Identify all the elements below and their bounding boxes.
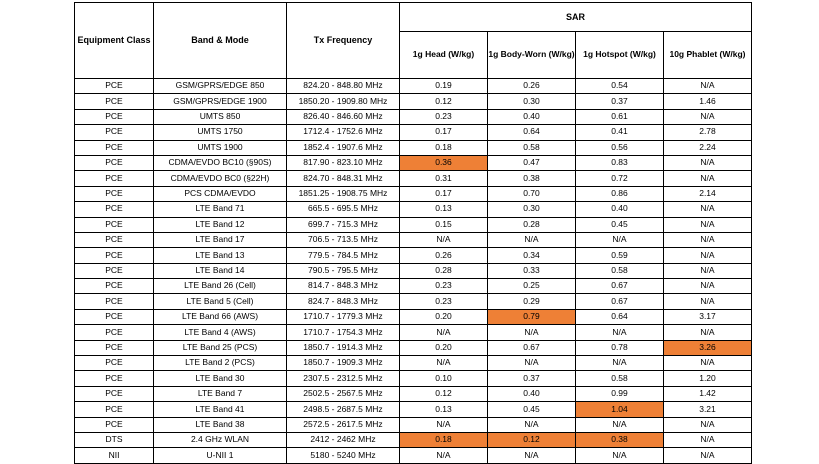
cell-10g-phablet: N/A	[664, 263, 752, 278]
cell-band-mode: CDMA/EVDO BC0 (§22H)	[154, 171, 287, 186]
cell-tx-frequency: 824.70 - 848.31 MHz	[287, 171, 400, 186]
cell-equipment-class: PCE	[75, 340, 154, 355]
cell-equipment-class: PCE	[75, 309, 154, 324]
cell-1g-body-worn: 0.70	[488, 186, 576, 201]
cell-equipment-class: PCE	[75, 109, 154, 124]
cell-1g-hotspot: N/A	[576, 448, 664, 463]
cell-1g-head: N/A	[400, 417, 488, 432]
cell-tx-frequency: 814.7 - 848.3 MHz	[287, 279, 400, 294]
table-row	[75, 125, 752, 140]
cell-1g-body-worn: 0.26	[488, 79, 576, 94]
cell-1g-head: 0.15	[400, 217, 488, 232]
table-row	[75, 402, 752, 417]
cell-1g-hotspot: 0.59	[576, 248, 664, 263]
table-head	[75, 3, 752, 79]
cell-1g-body-worn: 0.34	[488, 248, 576, 263]
cell-1g-hotspot: 0.99	[576, 386, 664, 401]
cell-1g-body-worn: 0.30	[488, 202, 576, 217]
cell-tx-frequency: 2498.5 - 2687.5 MHz	[287, 402, 400, 417]
cell-1g-hotspot: N/A	[576, 325, 664, 340]
table-row	[75, 417, 752, 432]
cell-band-mode: LTE Band 14	[154, 263, 287, 278]
table-row	[75, 371, 752, 386]
table-row	[75, 309, 752, 324]
cell-band-mode: LTE Band 30	[154, 371, 287, 386]
cell-10g-phablet: N/A	[664, 79, 752, 94]
cell-10g-phablet: 1.20	[664, 371, 752, 386]
cell-tx-frequency: 2307.5 - 2312.5 MHz	[287, 371, 400, 386]
cell-1g-hotspot: 0.40	[576, 202, 664, 217]
cell-1g-hotspot: 0.83	[576, 155, 664, 170]
sar-results-table	[74, 2, 752, 464]
table-row	[75, 432, 752, 447]
cell-10g-phablet: 3.26	[664, 340, 752, 355]
cell-10g-phablet: N/A	[664, 248, 752, 263]
cell-equipment-class: PCE	[75, 171, 154, 186]
cell-1g-body-worn: N/A	[488, 232, 576, 247]
cell-tx-frequency: 817.90 - 823.10 MHz	[287, 155, 400, 170]
table-row	[75, 248, 752, 263]
cell-1g-body-worn: N/A	[488, 325, 576, 340]
cell-band-mode: LTE Band 71	[154, 202, 287, 217]
cell-10g-phablet: N/A	[664, 294, 752, 309]
column-header-equipment-class: Equipment Class	[75, 3, 154, 79]
cell-1g-body-worn: 0.45	[488, 402, 576, 417]
cell-band-mode: GSM/GPRS/EDGE 850	[154, 79, 287, 94]
cell-1g-hotspot: N/A	[576, 417, 664, 432]
cell-band-mode: UMTS 1900	[154, 140, 287, 155]
cell-1g-hotspot: 0.86	[576, 186, 664, 201]
cell-1g-body-worn: 0.67	[488, 340, 576, 355]
cell-equipment-class: PCE	[75, 125, 154, 140]
cell-1g-body-worn: 0.40	[488, 109, 576, 124]
cell-equipment-class: PCE	[75, 202, 154, 217]
cell-tx-frequency: 1712.4 - 1752.6 MHz	[287, 125, 400, 140]
cell-1g-hotspot: N/A	[576, 232, 664, 247]
cell-equipment-class: PCE	[75, 140, 154, 155]
table-row	[75, 232, 752, 247]
table-row	[75, 155, 752, 170]
cell-band-mode: 2.4 GHz WLAN	[154, 432, 287, 447]
cell-equipment-class: PCE	[75, 417, 154, 432]
cell-1g-body-worn: 0.37	[488, 371, 576, 386]
cell-1g-head: 0.23	[400, 279, 488, 294]
cell-1g-hotspot: 0.67	[576, 294, 664, 309]
cell-1g-body-worn: 0.30	[488, 94, 576, 109]
cell-1g-hotspot: 0.64	[576, 309, 664, 324]
table-row	[75, 386, 752, 401]
cell-1g-hotspot: N/A	[576, 356, 664, 371]
cell-band-mode: LTE Band 17	[154, 232, 287, 247]
cell-1g-body-worn: N/A	[488, 417, 576, 432]
cell-equipment-class: PCE	[75, 155, 154, 170]
cell-10g-phablet: N/A	[664, 279, 752, 294]
cell-equipment-class: PCE	[75, 79, 154, 94]
cell-band-mode: LTE Band 7	[154, 386, 287, 401]
table-row	[75, 79, 752, 94]
cell-1g-hotspot: 0.37	[576, 94, 664, 109]
cell-tx-frequency: 790.5 - 795.5 MHz	[287, 263, 400, 278]
cell-1g-head: 0.17	[400, 125, 488, 140]
cell-1g-head: 0.12	[400, 386, 488, 401]
cell-1g-head: 0.13	[400, 402, 488, 417]
cell-1g-head: N/A	[400, 356, 488, 371]
cell-tx-frequency: 824.7 - 848.3 MHz	[287, 294, 400, 309]
cell-tx-frequency: 1850.20 - 1909.80 MHz	[287, 94, 400, 109]
cell-tx-frequency: 706.5 - 713.5 MHz	[287, 232, 400, 247]
cell-band-mode: LTE Band 12	[154, 217, 287, 232]
cell-equipment-class: PCE	[75, 325, 154, 340]
cell-equipment-class: PCE	[75, 279, 154, 294]
cell-1g-hotspot: 0.67	[576, 279, 664, 294]
cell-1g-body-worn: 0.25	[488, 279, 576, 294]
cell-band-mode: LTE Band 4 (AWS)	[154, 325, 287, 340]
cell-equipment-class: PCE	[75, 248, 154, 263]
cell-equipment-class: PCE	[75, 371, 154, 386]
cell-1g-body-worn: 0.47	[488, 155, 576, 170]
cell-1g-body-worn: 0.38	[488, 171, 576, 186]
cell-tx-frequency: 824.20 - 848.80 MHz	[287, 79, 400, 94]
cell-equipment-class: PCE	[75, 94, 154, 109]
table-row	[75, 340, 752, 355]
cell-1g-head: 0.31	[400, 171, 488, 186]
cell-equipment-class: PCE	[75, 294, 154, 309]
cell-equipment-class: PCE	[75, 356, 154, 371]
cell-tx-frequency: 699.7 - 715.3 MHz	[287, 217, 400, 232]
cell-band-mode: LTE Band 2 (PCS)	[154, 356, 287, 371]
column-header-tx-frequency: Tx Frequency	[287, 3, 400, 79]
cell-1g-body-worn: 0.29	[488, 294, 576, 309]
cell-10g-phablet: 2.14	[664, 186, 752, 201]
table-row	[75, 263, 752, 278]
cell-tx-frequency: 2412 - 2462 MHz	[287, 432, 400, 447]
table-row	[75, 94, 752, 109]
cell-10g-phablet: 2.78	[664, 125, 752, 140]
cell-1g-body-worn: 0.12	[488, 432, 576, 447]
cell-10g-phablet: 1.46	[664, 94, 752, 109]
cell-1g-body-worn: 0.64	[488, 125, 576, 140]
cell-1g-head: 0.18	[400, 140, 488, 155]
cell-1g-hotspot: 0.38	[576, 432, 664, 447]
cell-10g-phablet: N/A	[664, 109, 752, 124]
cell-10g-phablet: N/A	[664, 217, 752, 232]
cell-band-mode: UMTS 850	[154, 109, 287, 124]
cell-band-mode: GSM/GPRS/EDGE 1900	[154, 94, 287, 109]
cell-tx-frequency: 2572.5 - 2617.5 MHz	[287, 417, 400, 432]
column-header-band-mode: Band & Mode	[154, 3, 287, 79]
column-header-sar-group: SAR	[400, 3, 752, 32]
cell-10g-phablet: 2.24	[664, 140, 752, 155]
cell-equipment-class: PCE	[75, 232, 154, 247]
cell-1g-hotspot: 0.56	[576, 140, 664, 155]
cell-10g-phablet: N/A	[664, 171, 752, 186]
table-row	[75, 140, 752, 155]
cell-1g-head: 0.20	[400, 309, 488, 324]
table-row	[75, 202, 752, 217]
cell-10g-phablet: N/A	[664, 325, 752, 340]
cell-1g-head: N/A	[400, 232, 488, 247]
cell-equipment-class: NII	[75, 448, 154, 463]
cell-10g-phablet: N/A	[664, 356, 752, 371]
cell-tx-frequency: 2502.5 - 2567.5 MHz	[287, 386, 400, 401]
table-row	[75, 356, 752, 371]
cell-tx-frequency: 1852.4 - 1907.6 MHz	[287, 140, 400, 155]
cell-tx-frequency: 5180 - 5240 MHz	[287, 448, 400, 463]
cell-1g-body-worn: N/A	[488, 448, 576, 463]
cell-1g-head: 0.10	[400, 371, 488, 386]
table-row	[75, 294, 752, 309]
table-row	[75, 325, 752, 340]
cell-band-mode: LTE Band 66 (AWS)	[154, 309, 287, 324]
cell-1g-head: N/A	[400, 448, 488, 463]
table-row	[75, 448, 752, 463]
cell-tx-frequency: 1710.7 - 1779.3 MHz	[287, 309, 400, 324]
cell-1g-hotspot: 0.58	[576, 371, 664, 386]
column-header-10g-phablet: 10g Phablet (W/kg)	[664, 32, 752, 79]
cell-1g-body-worn: 0.58	[488, 140, 576, 155]
cell-1g-hotspot: 1.04	[576, 402, 664, 417]
cell-band-mode: LTE Band 5 (Cell)	[154, 294, 287, 309]
cell-1g-head: N/A	[400, 325, 488, 340]
cell-equipment-class: PCE	[75, 263, 154, 278]
cell-tx-frequency: 826.40 - 846.60 MHz	[287, 109, 400, 124]
cell-equipment-class: PCE	[75, 186, 154, 201]
cell-1g-hotspot: 0.72	[576, 171, 664, 186]
header-row-top	[75, 3, 752, 32]
cell-1g-hotspot: 0.58	[576, 263, 664, 278]
cell-1g-head: 0.17	[400, 186, 488, 201]
table-row	[75, 171, 752, 186]
cell-10g-phablet: N/A	[664, 448, 752, 463]
cell-tx-frequency: 1710.7 - 1754.3 MHz	[287, 325, 400, 340]
cell-1g-head: 0.12	[400, 94, 488, 109]
cell-equipment-class: PCE	[75, 386, 154, 401]
cell-1g-head: 0.20	[400, 340, 488, 355]
cell-10g-phablet: 3.21	[664, 402, 752, 417]
cell-10g-phablet: N/A	[664, 432, 752, 447]
cell-tx-frequency: 779.5 - 784.5 MHz	[287, 248, 400, 263]
table-row	[75, 186, 752, 201]
cell-10g-phablet: N/A	[664, 155, 752, 170]
cell-band-mode: PCS CDMA/EVDO	[154, 186, 287, 201]
cell-1g-head: 0.36	[400, 155, 488, 170]
cell-tx-frequency: 1850.7 - 1909.3 MHz	[287, 356, 400, 371]
cell-1g-body-worn: 0.79	[488, 309, 576, 324]
cell-10g-phablet: N/A	[664, 417, 752, 432]
column-header-1g-hotspot: 1g Hotspot (W/kg)	[576, 32, 664, 79]
cell-1g-body-worn: 0.40	[488, 386, 576, 401]
cell-1g-head: 0.23	[400, 294, 488, 309]
column-header-1g-body-worn: 1g Body-Worn (W/kg)	[488, 32, 576, 79]
cell-10g-phablet: N/A	[664, 202, 752, 217]
table-body	[75, 79, 752, 464]
cell-equipment-class: DTS	[75, 432, 154, 447]
cell-band-mode: U-NII 1	[154, 448, 287, 463]
cell-band-mode: CDMA/EVDO BC10 (§90S)	[154, 155, 287, 170]
cell-band-mode: LTE Band 25 (PCS)	[154, 340, 287, 355]
table-row	[75, 217, 752, 232]
cell-tx-frequency: 1850.7 - 1914.3 MHz	[287, 340, 400, 355]
cell-tx-frequency: 665.5 - 695.5 MHz	[287, 202, 400, 217]
cell-1g-hotspot: 0.41	[576, 125, 664, 140]
cell-1g-head: 0.26	[400, 248, 488, 263]
column-header-1g-head: 1g Head (W/kg)	[400, 32, 488, 79]
cell-1g-head: 0.23	[400, 109, 488, 124]
cell-1g-head: 0.28	[400, 263, 488, 278]
cell-1g-head: 0.18	[400, 432, 488, 447]
table-row	[75, 279, 752, 294]
cell-1g-body-worn: 0.28	[488, 217, 576, 232]
cell-1g-hotspot: 0.54	[576, 79, 664, 94]
cell-10g-phablet: 3.17	[664, 309, 752, 324]
table-row	[75, 109, 752, 124]
cell-10g-phablet: N/A	[664, 232, 752, 247]
cell-band-mode: LTE Band 41	[154, 402, 287, 417]
cell-1g-hotspot: 0.61	[576, 109, 664, 124]
cell-band-mode: LTE Band 26 (Cell)	[154, 279, 287, 294]
cell-equipment-class: PCE	[75, 402, 154, 417]
cell-band-mode: UMTS 1750	[154, 125, 287, 140]
cell-1g-body-worn: 0.33	[488, 263, 576, 278]
cell-1g-hotspot: 0.45	[576, 217, 664, 232]
cell-1g-hotspot: 0.78	[576, 340, 664, 355]
cell-band-mode: LTE Band 13	[154, 248, 287, 263]
cell-equipment-class: PCE	[75, 217, 154, 232]
cell-10g-phablet: 1.42	[664, 386, 752, 401]
cell-1g-head: 0.19	[400, 79, 488, 94]
cell-1g-head: 0.13	[400, 202, 488, 217]
cell-band-mode: LTE Band 38	[154, 417, 287, 432]
cell-1g-body-worn: N/A	[488, 356, 576, 371]
cell-tx-frequency: 1851.25 - 1908.75 MHz	[287, 186, 400, 201]
